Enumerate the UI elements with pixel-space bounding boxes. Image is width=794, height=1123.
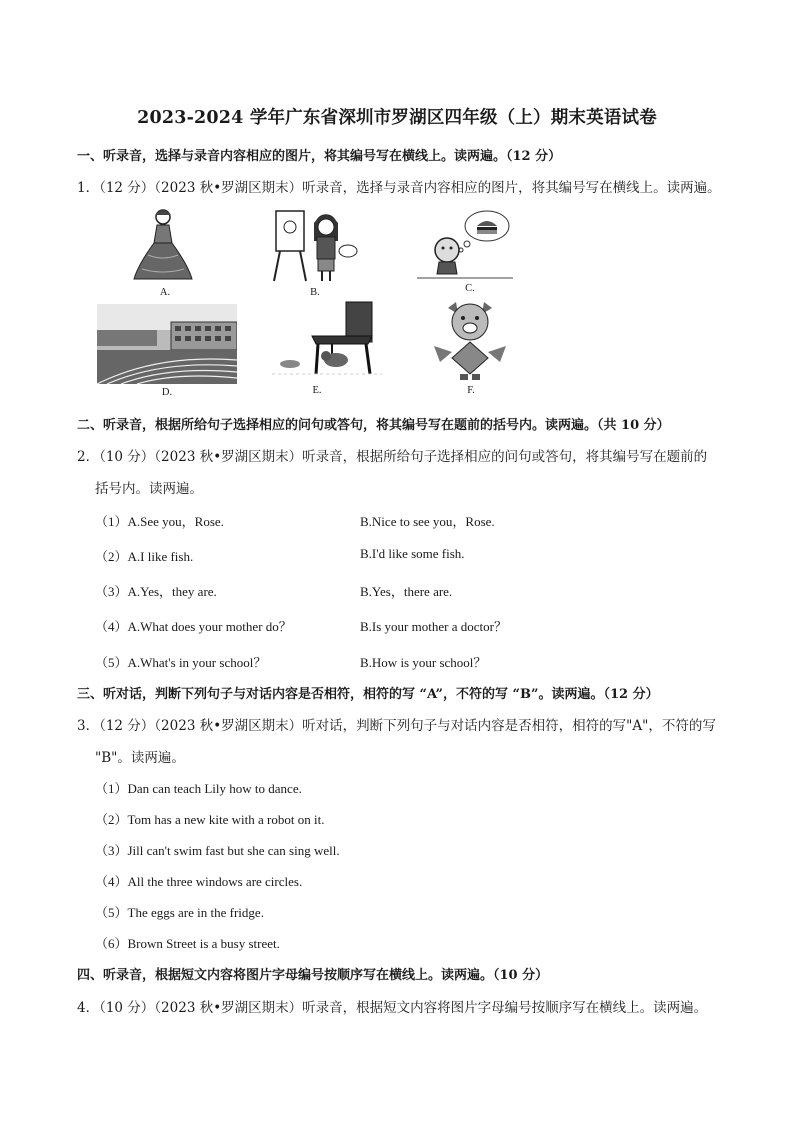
q2-option-1a: （1）A.See you，Rose. (95, 514, 224, 529)
q2-option-2a: （2）A.I like fish. (95, 549, 194, 564)
question-2-continued: 括号内。读两遍。 (95, 481, 203, 497)
picture-label-d: D. (161, 387, 173, 398)
q2-option-3a: （3）A.Yes，they are. (95, 584, 217, 599)
boy-thinking-hamburger-icon (415, 208, 515, 282)
question-1: 1．（12 分）（2023 秋•罗湖区期末）听录音，选择与录音内容相应的图片，将其编号写在横线上。读两遍。 (77, 180, 721, 196)
question-4: 4．（10 分）（2023 秋•罗湖区期末）听录音，根据短文内容将图片字母编号按顺序写在横线上。读两遍。 (77, 1000, 708, 1016)
question-2: 2．（10 分）（2023 秋•罗湖区期末）听录音，根据所给句子选择相应的问句或答句，将其编号写在题前的 (77, 449, 708, 465)
q2-option-5b: B.How is your school？ (360, 655, 487, 670)
question-3: 3．（12 分）（2023 秋•罗湖区期末）听对话，判断下列句子与对话内容是否相符，相符的写"A"，不符的写 (77, 718, 716, 734)
princess-icon (128, 205, 198, 285)
q3-statement-6: （6）Brown Street is a busy street. (95, 936, 280, 951)
q2-option-4b: B.Is your mother a doctor？ (360, 619, 507, 634)
page-title: 2023-2024 学年广东省深圳市罗湖区四年级（上）期末英语试卷 (137, 108, 657, 128)
girl-painting-icon (270, 205, 360, 285)
school-playground-icon (97, 304, 237, 384)
pig-shapes-icon (430, 300, 510, 382)
picture-label-c: C. (465, 283, 475, 294)
picture-label-a: A. (159, 287, 171, 298)
cat-under-chair-icon (272, 300, 382, 380)
q2-option-2b: B.I'd like some fish. (360, 546, 465, 561)
q3-statement-2: （2）Tom has a new kite with a robot on it. (95, 812, 325, 827)
q2-option-1b: B.Nice to see you，Rose. (360, 514, 495, 529)
q2-option-4a: （4）A.What does your mother do？ (95, 619, 292, 634)
section-heading-2: 二、听录音，根据所给句子选择相应的问句或答句，将其编号写在题前的括号内。读两遍。（共 10 分） (77, 418, 670, 433)
section-heading-3: 三、听对话，判断下列句子与对话内容是否相符，相符的写 “A”，不符的写 “B”。读两遍。（12 分） (77, 687, 659, 702)
q2-option-5a: （5）A.What's in your school？ (95, 655, 267, 670)
q3-statement-5: （5）The eggs are in the fridge. (95, 905, 264, 920)
q3-statement-4: （4）All the three windows are circles. (95, 874, 303, 889)
picture-label-b: B. (310, 287, 320, 298)
picture-label-e: E. (312, 385, 322, 396)
picture-label-f: F. (467, 385, 475, 396)
q3-statement-3: （3）Jill can't swim fast but she can sing well. (95, 843, 340, 858)
question-3-continued: "B"。读两遍。 (95, 750, 185, 766)
q3-statement-1: （1）Dan can teach Lily how to dance. (95, 781, 302, 796)
q2-option-3b: B.Yes，there are. (360, 584, 453, 599)
section-heading-4: 四、听录音，根据短文内容将图片字母编号按顺序写在横线上。读两遍。（10 分） (77, 968, 549, 983)
section-heading-1: 一、听录音，选择与录音内容相应的图片，将其编号写在横线上。读两遍。（12 分） (77, 149, 562, 164)
